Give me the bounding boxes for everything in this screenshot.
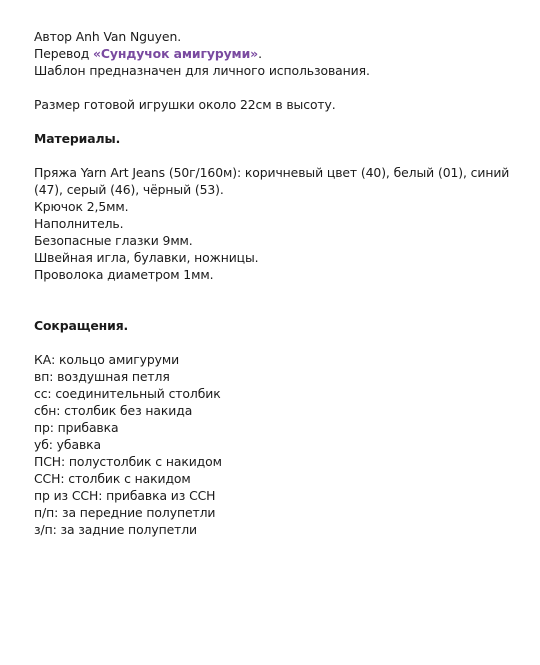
abbreviation-item: КА: кольцо амигуруми [34,352,180,367]
spacer [34,113,520,130]
spacer [34,79,520,96]
spacer [34,147,520,164]
author-line: Автор Anh Van Nguyen. [34,29,182,44]
license-line: Шаблон предназначен для личного использования. [34,63,370,78]
translation-source-link[interactable]: «Сундучок амигуруми» [93,46,259,61]
abbreviation-item: вп: воздушная петля [34,369,170,384]
abbreviation-item: сбн: столбик без накида [34,403,193,418]
spacer [34,283,520,317]
translation-line [34,45,520,62]
materials-item: Швейная игла, булавки, ножницы. [34,250,259,265]
abbreviation-item: ССН: столбик с накидом [34,471,191,486]
materials-heading: Материалы. [34,131,121,146]
materials-item: Наполнитель. [34,216,124,231]
translation-prefix: Перевод [34,46,94,61]
abbreviation-item: сс: соединительный столбик [34,386,221,401]
abbreviation-item: ПСН: полустолбик с накидом [34,454,222,469]
abbreviation-item: пр из ССН: прибавка из ССН [34,488,216,503]
translation-suffix: . [258,46,262,61]
abbreviation-item: уб: убавка [34,437,102,452]
materials-item: Пряжа Yarn Art Jeans (50г/160м): коричневый цвет (40), белый (01), синий (47), серый (46), чёрный (53). [34,165,510,197]
abbreviation-item: з/п: за задние полупетли [34,522,198,537]
spacer [34,334,520,351]
toy-size-line: Размер готовой игрушки около 22см в высоту. [34,97,336,112]
materials-item: Проволока диаметром 1мм. [34,267,214,282]
abbreviations-heading: Сокращения. [34,318,129,333]
abbreviation-item: пр: прибавка [34,420,119,435]
materials-item: Крючок 2,5мм. [34,199,129,214]
materials-item: Безопасные глазки 9мм. [34,233,193,248]
abbreviation-item: п/п: за передние полупетли [34,505,216,520]
